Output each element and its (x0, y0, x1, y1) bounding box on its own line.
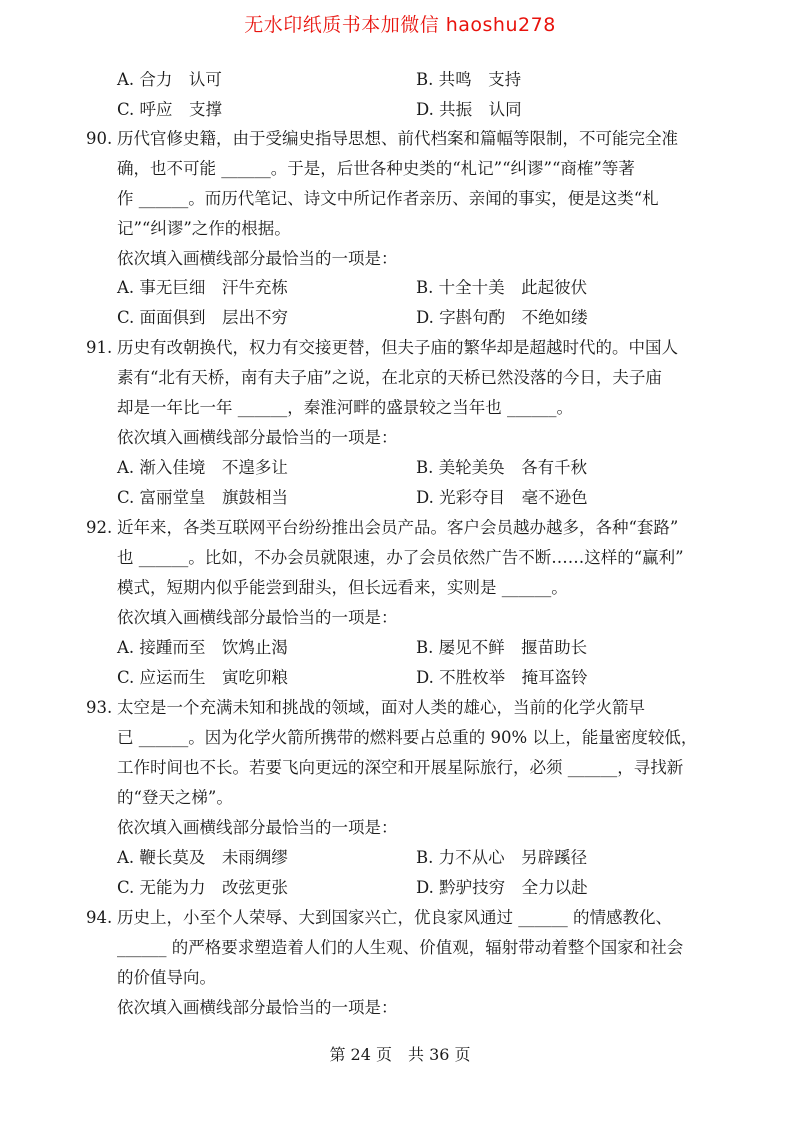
q91-option-c: C. 富丽堂皇 旗鼓相当 (117, 488, 289, 507)
q91-number: 91. (86, 338, 113, 357)
q91-option-d: D. 光彩夺目 毫不逊色 (416, 488, 588, 507)
q93-number: 93. (86, 698, 113, 717)
q92-number: 92. (86, 518, 113, 537)
q90-number: 90. (86, 129, 113, 148)
q90-line-4: 记”“纠谬”之作的根据。 (117, 219, 291, 238)
q89-option-d: D. 共振 认同 (416, 100, 522, 119)
q92-line-3: 模式，短期内似乎能尝到甜头，但长远看来，实则是 ______。 (117, 578, 568, 597)
q90-line-3: 作 ______。而历代笔记、诗文中所记作者亲历、亲闻的事实，便是这类“札 (117, 189, 659, 208)
q90-option-d: D. 字斟句酌 不绝如缕 (416, 308, 588, 327)
q92-option-c: C. 应运而生 寅吃卯粮 (117, 668, 289, 687)
q94-line-2: ______ 的严格要求塑造着人们的人生观、价值观，辐射带动着整个国家和社会 (117, 938, 684, 957)
q92-prompt: 依次填入画横线部分最恰当的一项是： (117, 608, 398, 627)
q94-number: 94. (86, 908, 113, 927)
q91-line-2: 素有“北有天桥，南有夫子庙”之说，在北京的天桥已然没落的今日，夫子庙 (117, 368, 662, 387)
q90-option-c: C. 面面俱到 层出不穷 (117, 308, 289, 327)
q91-prompt: 依次填入画横线部分最恰当的一项是： (117, 428, 398, 447)
q89-option-c: C. 呼应 支撑 (117, 100, 223, 119)
q90-line-2: 确，也不可能 ______。于是，后世各种史类的“札记”“纠谬”“商榷”等著 (117, 159, 635, 178)
page-footer: 第 24 页 共 36 页 (329, 1045, 471, 1064)
q91-line-3: 却是一年比一年 ______，秦淮河畔的盛景较之当年也 ______。 (117, 398, 573, 417)
q94-line-1: 历史上，小至个人荣辱、大到国家兴亡，优良家风通过 ______ 的情感教化、 (117, 908, 672, 927)
q90-option-a: A. 事无巨细 汗牛充栋 (117, 278, 288, 297)
q92-option-b: B. 屡见不鲜 揠苗助长 (416, 638, 588, 657)
q92-option-d: D. 不胜枚举 掩耳盗铃 (416, 668, 588, 687)
q93-option-c: C. 无能为力 改弦更张 (117, 878, 289, 897)
q93-option-a: A. 鞭长莫及 未雨绸缪 (117, 848, 288, 867)
q93-line-1: 太空是一个充满未知和挑战的领域，面对人类的雄心，当前的化学火箭早 (117, 698, 645, 717)
q92-line-2: 也 ______。比如，不办会员就限速，办了会员依然广告不断……这样的“赢利” (117, 548, 684, 567)
q90-line-1: 历代官修史籍，由于受编史指导思想、前代档案和篇幅等限制，不可能完全准 (117, 129, 678, 148)
q91-option-a: A. 渐入佳境 不遑多让 (117, 458, 288, 477)
q94-prompt: 依次填入画横线部分最恰当的一项是： (117, 998, 398, 1017)
q90-prompt: 依次填入画横线部分最恰当的一项是： (117, 249, 398, 268)
q89-option-b: B. 共鸣 支持 (416, 70, 522, 89)
q91-line-1: 历史有改朝换代，权力有交接更替，但夫子庙的繁华却是超越时代的。中国人 (117, 338, 678, 357)
q92-option-a: A. 接踵而至 饮鸩止渴 (117, 638, 288, 657)
q93-option-d: D. 黔驴技穷 全力以赴 (416, 878, 588, 897)
q91-option-b: B. 美轮美奂 各有千秋 (416, 458, 588, 477)
q93-line-2: 已 ______。因为化学火箭所携带的燃料要占总重的 90% 以上，能量密度较低， (117, 728, 698, 747)
q93-option-b: B. 力不从心 另辟蹊径 (416, 848, 588, 867)
q93-line-3: 工作时间也不长。若要飞向更远的深空和开展星际旅行，必须 ______，寻找新 (117, 758, 684, 777)
q90-option-b: B. 十全十美 此起彼伏 (416, 278, 588, 297)
q93-prompt: 依次填入画横线部分最恰当的一项是： (117, 818, 398, 837)
q89-option-a: A. 合力 认可 (117, 70, 222, 89)
q93-line-4: 的“登天之梯”。 (117, 788, 233, 807)
watermark-text: 无水印纸质书本加微信 haoshu278 (244, 14, 556, 36)
q92-line-1: 近年来，各类互联网平台纷纷推出会员产品。客户会员越办越多，各种“套路” (117, 518, 679, 537)
q94-line-3: 的价值导向。 (117, 968, 216, 987)
